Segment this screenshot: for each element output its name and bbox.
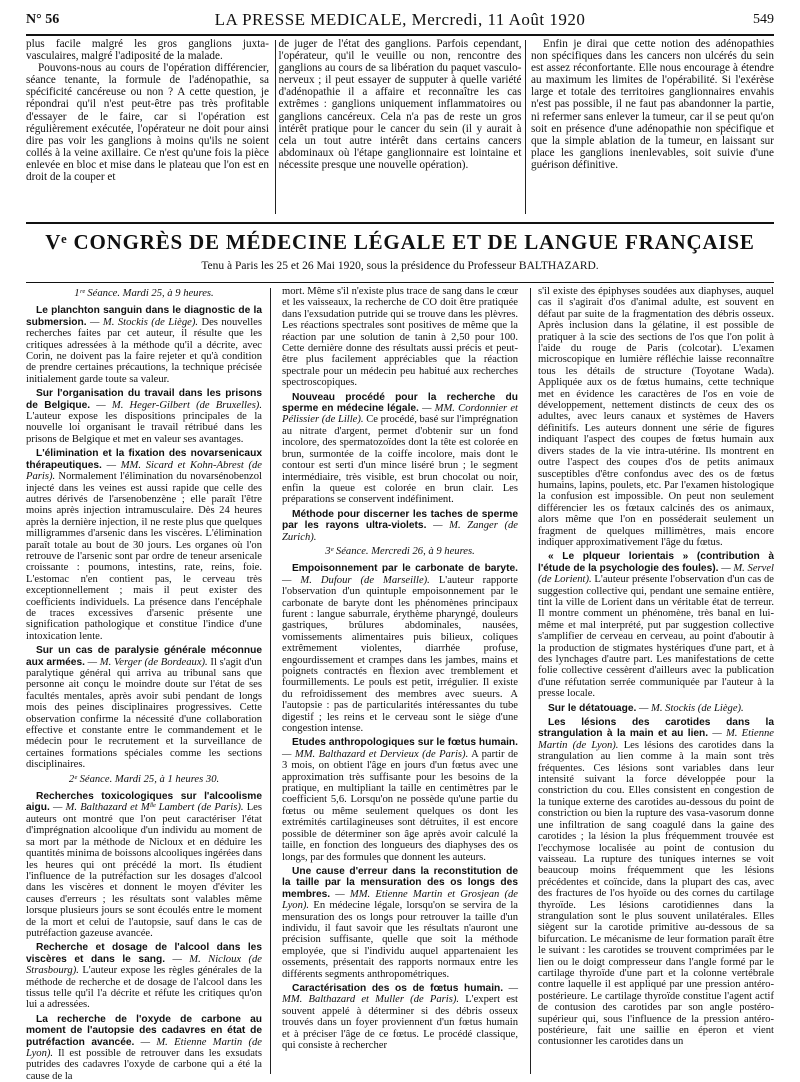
- communication-entry: [282, 737, 518, 862]
- session-heading: 1ʳᵉ Séance. Mardi 25, à 9 heures.: [74, 288, 214, 299]
- communication-title: Recherche et dosage de l'alcool dans les viscères et dans le sang.: [26, 942, 262, 965]
- communication-author: — MM. Cordonnier et Pélissier (de Lille).: [282, 403, 518, 426]
- communication-author: — M. Dufour (de Marseille).: [282, 574, 430, 586]
- paragraph: de juger de l'état des ganglions. Parfois cependant, l'opérateur, qu'il le veuille ou non, rencontre des ganglions au cours de sa libération du paquet vasculo-nerveux ; il peut essayer de supputer à quelle variété d'adénopathie il a affaire et reconnaître les cas extrêmes : ganglions uniquement inflammatoires ou ganglions cancéreux. Cela n'a pas de reste un gros intérêt pratique pour le cancer du sein (il y aurait à cela un tout autre intérêt dans certains cancers abdominaux où l'étape ganglionnaire est lointaine et nécessite presque une nouvelle opération).: [278, 38, 522, 171]
- communication-entry: [26, 305, 262, 385]
- communication-title: Le planchton sanguin dans le diagnostic de la submersion.: [26, 305, 262, 328]
- paragraph: plus facile malgré les gros ganglions juxta-vasculaires, malgré l'adiposité de la malade.: [26, 38, 269, 63]
- communication-title: Sur le détatouage.: [548, 702, 637, 714]
- top-column-1: [26, 38, 269, 216]
- communication-entry: [282, 866, 518, 980]
- proceedings-column-3: [538, 286, 774, 1076]
- communication-text: L'auteur rapporte l'observation d'un quintuple empoisonnement par le carbonate de baryte dont les phénomènes principaux furent : langue saburrale, érythème pharyngé, douleurs gastriques, brûlures abdominales, nausées, vomissements alimentaires puis bilieux, coliques extrêmement violentes, diarrhée profuse, engourdissement et crampes dans les jambes, mains et poignets contractés en flexion avec tremblement et fourmillements. Le pouls est petit, irrégulier. Il existe du refroidissement des membres avec sueurs. A l'autopsie : pas de particularités intéressantes du tube digestif ; les reins et le cerveau sont le siège d'une congestion intense.: [282, 574, 518, 735]
- communication-title: Nouveau procédé pour la recherche du sperme en médecine légale.: [282, 391, 518, 415]
- communication-author: — M. Heger-Gilbert (de Bruxelles).: [90, 399, 262, 411]
- communication-entry: [282, 563, 518, 734]
- communication-entry: [538, 717, 774, 1048]
- communication-author: — M. Nicloux (de Strasbourg).: [26, 953, 262, 977]
- communication-text: Il est possible de retrouver dans les exsudats putrides des cadavres l'oxyde de carbone qui a été la cause de la: [26, 1048, 262, 1082]
- communication-text: Normalement l'élimination du novarsénobenzol injecté dans les veines est aussi rapide que celle des autres dérivés de l'arsenobenzène ; elle paraît l'être moins après injection intramusculaire. Dès 24 heures après la dernière injection, il ne reste plus que quelques milligrammes d'arsenic dans les viscères. L'élimination paraît totale au bout de 30 jours. Les organes où l'on retrouve de l'arsenic sont par ordre de teneur arsenicale croissante : poumons, intestins, rate, reins, foie. L'estomac n'en contient pas, le cerveau très exceptionnellement ; mais il peut exister des coefficients individuels. La présence dans l'encéphale de traces excessives d'arsenic présente une signification pathologique et constitue l'indice d'une intoxication lente.: [26, 471, 262, 642]
- communication-entry: [282, 983, 518, 1051]
- session-heading: 2ᵉ Séance. Mardi 25, à 1 heures 30.: [68, 773, 220, 785]
- communication-title: L'élimination et la fixation des novarsenicaux thérapeutiques.: [26, 448, 262, 471]
- top-column-2: [279, 38, 522, 216]
- paragraph: Enfin je dirai que cette notion des adénopathies non spécifiques dans les cancers non ulcérés du sein est assez réconfortante. Elle nous encourage à étendre au maximum les limites de l'opérabilité. Si l'exérèse large et totale des territoires ganglionnaires envahis n'est pas possible, il ne faut pas abandonner la partie, ni refermer sans enlever la tumeur, car il se peut qu'on soit en présence d'une adénopathie non spécifique et que la simple ablation de la tumeur, en laissant sur place les ganglions inenlevables, soit suivie d'une guérison définitive.: [531, 38, 774, 171]
- communication-entry: [538, 703, 774, 714]
- communication-text: L'expert est souvent appelé à déterminer si des débris osseux trouvés dans un foyer proviennent d'un fœtus humain et à préciser l'âge de ce fœtus. Le procédé classique, qui consiste à rechercher: [282, 994, 519, 1051]
- congress-subtitle: Tenu à Paris les 25 et 26 Mai 1920, sous la présidence du Professeur BALTHAZARD.: [201, 260, 599, 272]
- page-header: [26, 6, 774, 32]
- top-columns: [26, 38, 774, 216]
- communication-text: Ce procédé, basé sur l'imprégnation au nitrate d'argent, permet d'obtenir sur un fond incolore, des spermatozoïdes dont la tête est colorée en brun, surmontée de la coiffe incolore, mais dont le contour est serti d'un mince liséré brun ; le segment intermédiaire, très visible, est brun chocolat ou noir, enfin la queue est colorée en brun clair. Les préparations se conservent indéfiniment.: [282, 414, 518, 506]
- communication-title: Une cause d'erreur dans la reconstitution de la taille par la mensuration des os longs des membres.: [282, 865, 518, 900]
- communication-title: Recherches toxicologiques sur l'alcoolisme aigu.: [26, 791, 262, 814]
- section-rule: [26, 222, 774, 224]
- communication-entry: [26, 791, 262, 939]
- communication-title: Empoisonnement par le carbonate de baryte.: [292, 563, 518, 575]
- proceedings-column-1: [26, 286, 263, 1082]
- column-divider: [275, 40, 276, 214]
- communication-entry: [26, 1014, 262, 1082]
- communication-entry: [538, 286, 774, 548]
- communication-text: mort. Même s'il n'existe plus trace de sang dans le cœur et les vaisseaux, la recherche de CO doit être pratiquée dans l'exsudation putride qui se trouve dans les plèvres. Les réactions spectrales sont positives de même que la réaction par une solution de tanin à 2,50 pour 100. Cette dernière donne des résultats aussi précis et peut-être plus facilement appréciables que la réaction spectrale pour un médecin peu habitué aux recherches spectroscopiques.: [282, 286, 518, 389]
- communication-author: — M. Zanger (de Zurich).: [282, 520, 518, 543]
- communication-text: Les lésions des carotides dans la strangulation au lien comme à la main sont très fréquentes. Ces lésions sont variables dans leur intensité suivant la force développée pour la constriction du cou. Elles consistent en congestion de la tunique externe des carotides au-dessous du point de constriction ou bien la rupture des vasa-vasorum donne une infiltration de sang coagulé dans la gaine des carotides ; la lésion la plus fréquemment trouvée est l'ecchymose localisée au point de contusion du vaisseau. La rupture des tuniques internes se voit beaucoup moins fréquemment que les lésions précédentes et coïncide, dans la plupart des cas, avec des fractures de l'os hyoïde ou des cornes du cartilage thyroïde. Les lésions carotidiennes dans la strangulation sont le plus souvent unilatérales. Elles siègent sur la carotide primitive au-dessous de sa bifurcation. Le mécanisme de leur formation paraît être le suivant : les carotides se trouvent comprimées par le lien ou le doigt compresseur dans l'angle formé par le cartilage thyroïde d'une part et la colonne vertébrale contre laquelle il est appliqué par une pression antéro-postérieure. Le cartilage thyroïde constitue l'agent actif de contusion des carotides par son angle postéro-supérieur qui, sous l'influence de la pression antéro-postérieure, fait une saillie en éperon et vient contusionner les carotides dans un: [538, 739, 774, 1048]
- journal-title: [26, 10, 774, 30]
- session-heading: 3ᵉ Séance. Mercredi 26, à 9 heures.: [325, 545, 475, 557]
- communication-title: Méthode pour discerner les taches de sperme par les rayons ultra-violets.: [282, 508, 518, 532]
- communication-entry: [538, 551, 774, 699]
- communication-entry: [282, 392, 518, 506]
- page-number: 549: [753, 12, 774, 27]
- communication-title: Sur un cas de paralysie générale méconnue aux armées.: [26, 645, 262, 668]
- communication-text: A partir de 3 mois, on obtient l'âge en jours d'un fœtus avec une approximation très suffisante pour les besoins de la pratique, en multipliant la taille en centimètres par le coefficient 5,6. Lorsqu'on ne possède qu'une partie du fœtus ou même seulement quelques os dont les extrémités cartilagineuses sont détruites, il est encore possible de déterminer son âge après avoir calculé la taille, en fonction des longueurs des diaphyses des os longs, par des formules que donnent les auteurs.: [282, 748, 518, 863]
- issue-number: N° 56: [26, 12, 60, 27]
- communication-text: L'auteur expose les dispositions principales de la nouvelle loi organisant le travail rétribué dans les prisons de Belgique et met en valeur ses avantages.: [26, 411, 262, 445]
- communication-entry: [26, 645, 262, 770]
- communication-title: La recherche de l'oxyde de carbone au moment de l'autopsie des cadavres en état de putréfaction avancée.: [26, 1013, 262, 1048]
- communication-text: L'auteur expose les règles générales de la méthode de recherche et de dosage de l'alcool dans les tissus telle qu'il l'a décrite et réfute les critiques qu'on lui a adressées.: [26, 965, 262, 1011]
- paragraph: Pouvons-nous au cours de l'opération différencier, séance tenante, la formule de l'adénopathie, sa spécificité cancéreuse ou non ? A cette question, je répondrai qu'il n'est peut-être pas très profitable d'essayer de le faire, car si l'opération est régulièrement exécutée, l'opérateur ne doit pour ainsi dire pas voir les ganglions à moins qu'ils ne soient collés à la veine axillaire. Ce n'est qu'une fois la pièce enlevée en bloc et mise dans le plateau que l'on est en droit de la couper et: [26, 62, 269, 184]
- communication-entry: [26, 942, 262, 1010]
- communication-author: — MM. Etienne Martin et Grosjean (de Lyon).: [282, 888, 518, 912]
- communication-title: Caractérisation des os de fœtus humain.: [292, 982, 504, 994]
- communication-entry: [282, 509, 518, 543]
- communication-title: Sur l'organisation du travail dans les prisons de Belgique.: [26, 388, 262, 411]
- communication-author: — MM. Sicard et Kohn-Abrest (de Paris).: [26, 459, 262, 483]
- communication-author: — MM. Balthazard et Muller (de Paris).: [282, 982, 518, 1006]
- proceedings-column-2: [282, 286, 518, 1076]
- communication-author: — MM. Balthazard et Dervieux (de Paris).: [282, 748, 469, 760]
- top-column-3: [531, 38, 774, 216]
- communication-author: — M. Stockis (de Liège).: [86, 316, 198, 328]
- communication-title: « Le plqueur lorientais » (contribution à l'étude de la psychologie des foules).: [538, 551, 774, 574]
- communication-author: — M. Verger (de Bordeaux).: [84, 656, 208, 668]
- communication-title: Les lésions des carotides dans la strangulation à la main et au lien.: [538, 717, 774, 740]
- communication-author: — M. Etienne Martin (de Lyon).: [538, 728, 774, 751]
- communication-entry: [26, 388, 262, 445]
- section-rule: [26, 282, 774, 283]
- communication-text: Les auteurs ont montré que l'on peut caractériser l'état d'imprégnation alcoolique d'un individu au moment de sa mort par la méthode de Nicloux et en déduire les quantités minima de boissons alcooliques ingérées dans les heures qui ont précédé la mort. Ils étudient l'influence de la putréfaction sur les dosages d'alcool dans les viscères et donnent le moyen d'éviter les causes d'erreurs ; les résultats sont valables même lorsque plusieurs jours se sont écoulés entre le moment de la mort et celui de l'autopsie, sauf dans le cas de putréfaction gazeuse avancée.: [26, 802, 262, 939]
- journal-name: LA PRESSE MEDICALE: [214, 10, 403, 29]
- communication-text: L'auteur présente l'observation d'un cas de suggestion collective qui, pendant une semaine entière, tint la ville de Lorient dans un véritable état de terreur. Il montre comment un phénomène, très banal en lui-même et mal interprété, put par suggestion collective s'amplifier de cerveau en cerveau, au point d'aboutir à la production de stigmates hystériques d'une part, et à des lynchages d'autre part. Les manifestations de cette folie collective cessèrent d'ailleurs avec la publication d'une réfutation serrée communiquée par l'auteur à la presse locale.: [538, 574, 774, 700]
- communication-title: Etudes anthropologiques sur le fœtus humain.: [292, 737, 518, 749]
- communication-author: — M. Stockis (de Liège).: [636, 702, 744, 714]
- column-divider: [530, 288, 531, 1074]
- communication-text: Des nouvelles recherches faites par cet auteur, il résulte que les critiques adressées à la méthode qu'il a décrite, avec Corin, ne doivent pas la faire rejeter et qu'à condition de prendre certaines précautions, la technique précisée initialement garde toute sa valeur.: [26, 316, 262, 385]
- communication-entry: [26, 448, 262, 642]
- congress-title: Vᵉ CONGRÈS DE MÉDECINE LÉGALE ET DE LANGUE FRANÇAISE: [45, 230, 755, 254]
- issue-date: , Mercredi, 11 Août 1920: [402, 10, 586, 29]
- header-rule: [26, 34, 774, 36]
- column-divider: [525, 40, 526, 214]
- communication-author: — M. Balthazard et Mˡˡᵉ Lambert (de Paris).: [49, 802, 244, 814]
- communication-text: Il s'agit d'un paralytique général qui arriva au tribunal sans que personne ait conçu le moindre doute sur l'état de ses facultés mentales, après avoir subi pendant de longs mois des peines disciplinaires progressives. Cette observation confirme la nécessité d'une collaboration effective et constante entre le commandement et le médecin pour le recrutement et la surveillance de certaines formations spéciales comme les sections disciplinaires.: [26, 656, 263, 771]
- communication-author: — M. Servel (de Lorient).: [538, 562, 774, 586]
- communication-author: — M. Etienne Martin (de Lyon).: [26, 1036, 262, 1059]
- proceedings-columns: [26, 286, 774, 1082]
- congress-heading: [26, 226, 774, 278]
- communication-text: s'il existe des épiphyses soudées aux diaphyses, auquel cas il s'agirait d'os d'animal adulte, est souvent en défaut par suite de la fragmentation des débris osseux. Après inclusion dans la gélatine, il est possible de pratiquer à la scie des sections de l'os que l'on polit à l'aide du rouge de Paris (colcotar). L'examen microscopique en lumière réfléchie laisse reconnaître tous les détails de structure (Toyotane Wada). Appliquée aux os de fœtus humains, cette technique met en évidence les caractères de l'os en voie de développement, nettement distincts de ceux des os adultes, avec leurs canaux et systèmes de Havers définitifs. Les auteurs donnent une série de figures indiquant l'aspect des coupes de fœtus humain aux divers stades de la vie intra-utérine. Ils montrent en outre l'aspect des coupes d'os de petits animaux susceptibles d'être confondus avec des os de fœtus humains, lapins, poulets, etc. Par l'examen histologique la confusion est impossible. On peut non seulement différencier les os fœtaux calcinés des os animaux, alors même que l'on en posséderait seulement un fragment de quelques millimètres, mais encore indiquer approximativement l'âge du fœtus.: [538, 286, 774, 548]
- communication-entry: [282, 286, 518, 389]
- communication-text: En médecine légale, lorsqu'on se servira de la mensuration des os longs pour retrouver la taille d'un individu, il faut savoir que les résultats n'auront une précision suffisante, quelle que soit la méthode employée, que si l'individu auquel appartenaient les ossements, présentait des rapports normaux entre les différents segments anthropométriques.: [282, 900, 518, 980]
- column-divider: [270, 288, 271, 1074]
